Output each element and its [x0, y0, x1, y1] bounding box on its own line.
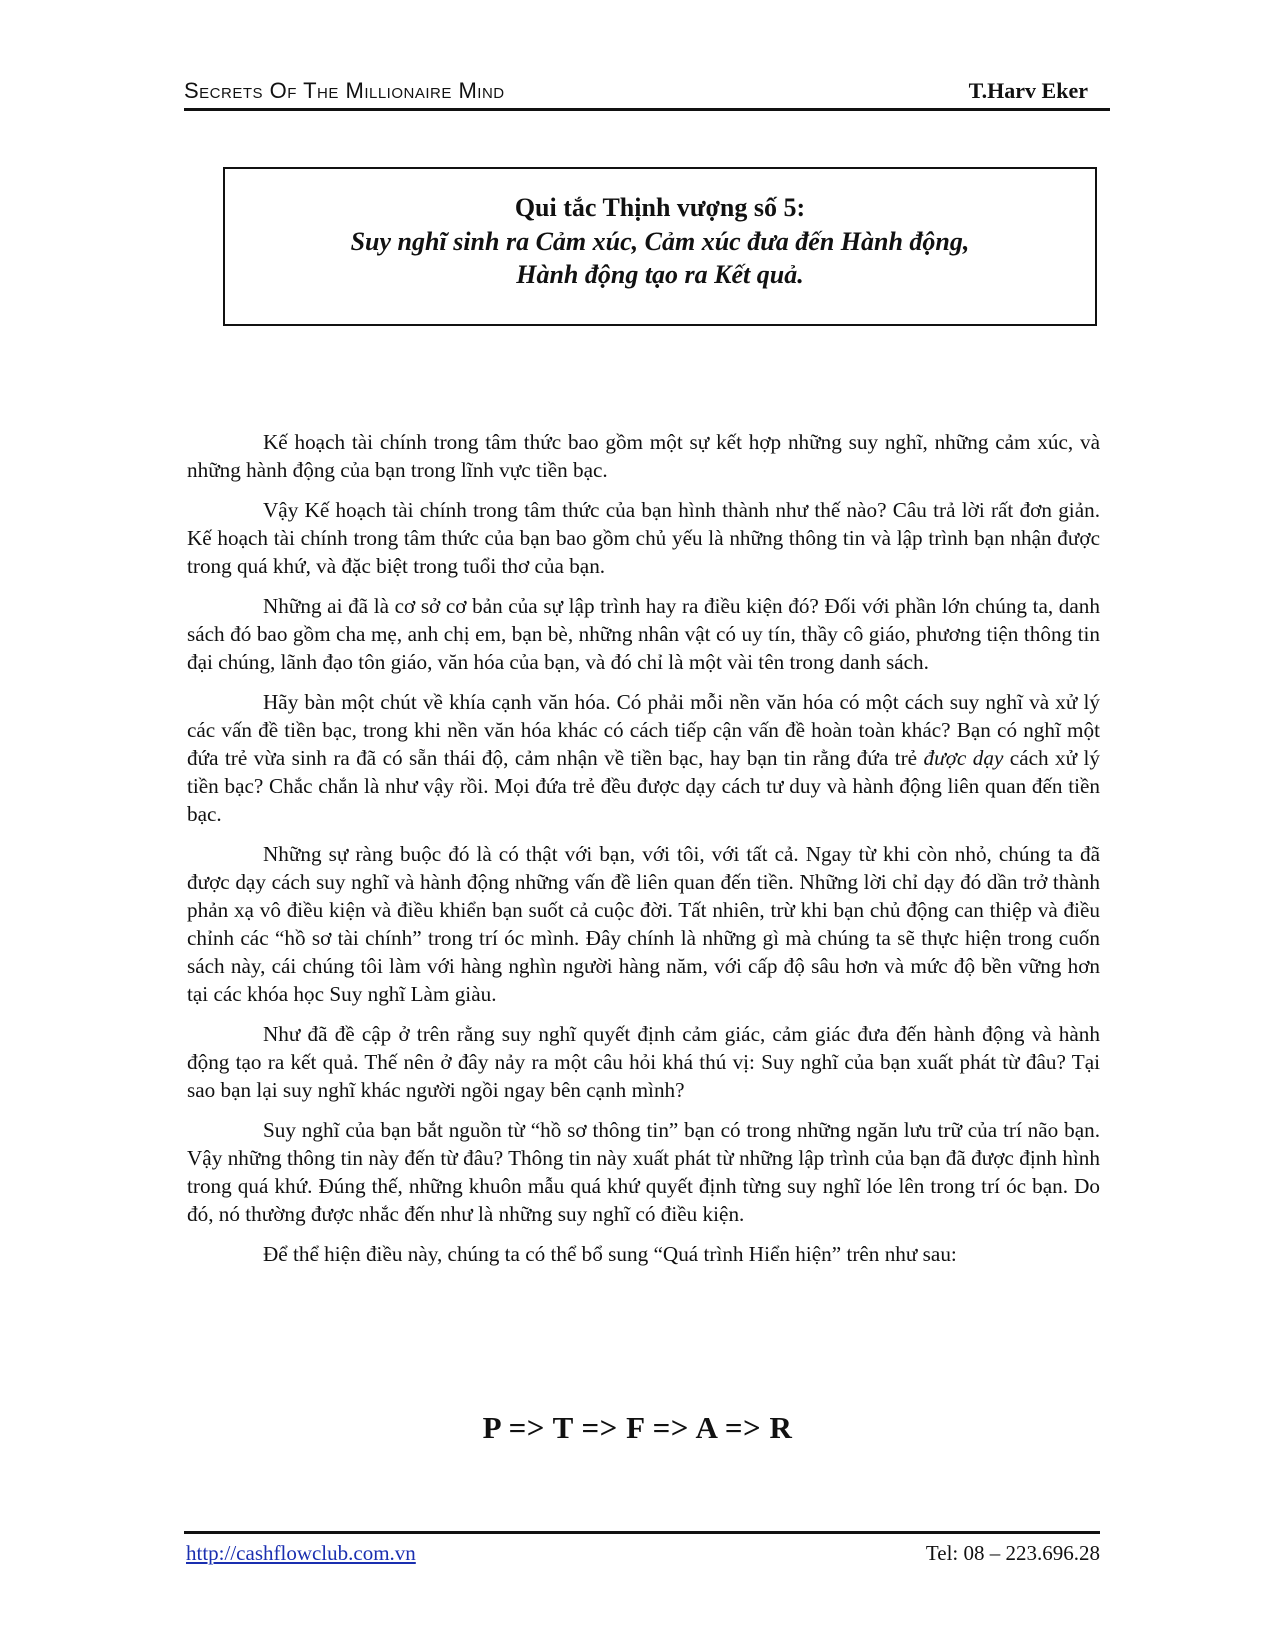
paragraph-4-part-b: cách xử lý tiền bạc? Chắc chắn là như vậy rồi. Mọi đứa trẻ đều được dạy cách tư duy và hành động liên quan đến tiền bạc.: [187, 746, 1100, 826]
paragraph-6: Như đã đề cập ở trên rằng suy nghĩ quyết định cảm giác, cảm giác đưa đến hành động và hành động tạo ra kết quả. Thế nên ở đây nảy ra một câu hỏi khá thú vị: Suy nghĩ của bạn xuất phát từ đâu? Tại sao bạn lại suy nghĩ khác người ngồi ngay bên cạnh mình?: [187, 1022, 1100, 1102]
paragraph-5: Những sự ràng buộc đó là có thật với bạn, với tôi, với tất cả. Ngay từ khi còn nhỏ, chúng ta đã được dạy cách suy nghĩ và hành động những vấn đề liên quan đến tiền. Những lời chỉ dạy đó dần trở thành phản xạ vô điều kiện và điều khiển bạn suốt cả cuộc đời. Tất nhiên, trừ khi bạn chủ động can thiệp và điều chỉnh các “hồ sơ tài chính” trong trí óc mình. Đây chính là những gì mà chúng ta sẽ thực hiện trong cuốn sách này, cái chúng tôi làm với hàng nghìn người hàng năm, với cấp độ sâu hơn và mức độ bền vững hơn tại các khóa học Suy nghĩ Làm giàu.: [187, 842, 1100, 1006]
body-text: [187, 428, 1100, 1280]
rule-title: Qui tắc Thịnh vượng số 5:: [514, 193, 806, 222]
paragraph-1: Kế hoạch tài chính trong tâm thức bao gồm một sự kết hợp những suy nghĩ, những cảm xúc, và những hành động của bạn trong lĩnh vực tiền bạc.: [187, 430, 1100, 482]
process-formula: P => T => F => A => R: [482, 1410, 793, 1445]
paragraph-2: Vậy Kế hoạch tài chính trong tâm thức của bạn hình thành như thế nào? Câu trả lời rất đơn giản. Kế hoạch tài chính trong tâm thức của bạn bao gồm chủ yếu là những thông tin và lập trình bạn nhận được trong quá khứ, và đặc biệt trong tuổi thơ của bạn.: [187, 498, 1100, 578]
page-header: [184, 74, 1110, 111]
page-footer: [184, 1531, 1100, 1574]
telephone-number: Tel: 08 – 223.696.28: [925, 1541, 1100, 1565]
book-title: Secrets Of The Millionaire Mind: [184, 78, 505, 103]
paragraph-7: Suy nghĩ của bạn bắt nguồn từ “hồ sơ thông tin” bạn có trong những ngăn lưu trữ của trí não bạn. Vậy những thông tin này đến từ đâu? Thông tin này xuất phát từ những lập trình của bạn đã được định hình trong quá khứ. Đúng thế, những khuôn mẫu quá khứ quyết định từng suy nghĩ lóe lên trong trí óc bạn. Do đó, nó thường được nhắc đến như là những suy nghĩ có điều kiện.: [187, 1118, 1100, 1226]
paragraph-4-part-a: Hãy bàn một chút về khía cạnh văn hóa. Có phải mỗi nền văn hóa có một cách suy nghĩ và xử lý các vấn đề tiền bạc, trong khi nền văn hóa khác có cách tiếp cận vấn đề hoàn toàn khác? Bạn có nghĩ một đứa trẻ vừa sinh ra đã có sẵn thái độ, cảm nhận về tiền bạc, hay bạn tin rằng đứa trẻ: [187, 690, 1100, 770]
rule-callout-box: [223, 167, 1097, 326]
website-link[interactable]: http://cashflowclub.com.vn: [186, 1541, 416, 1565]
rule-statement-line-2: Hành động tạo ra Kết quả.: [516, 260, 804, 289]
emphasis-duoc-day: được dạy: [923, 746, 1004, 770]
author-name: T.Harv Eker: [968, 78, 1088, 103]
paragraph-8: Để thể hiện điều này, chúng ta có thể bổ sung “Quá trình Hiển hiện” trên như sau:: [263, 1242, 957, 1266]
paragraph-4: [187, 688, 1100, 828]
rule-statement-line-1: Suy nghĩ sinh ra Cảm xúc, Cảm xúc đưa đến Hành động,: [350, 227, 970, 256]
paragraph-3: Những ai đã là cơ sở cơ bản của sự lập trình hay ra điều kiện đó? Đối với phần lớn chúng ta, danh sách đó bao gồm cha mẹ, anh chị em, bạn bè, những nhân vật có uy tín, thầy cô giáo, phương tiện thông tin đại chúng, lãnh đạo tôn giáo, văn hóa của bạn, và đó chỉ là một vài tên trong danh sách.: [187, 594, 1100, 674]
